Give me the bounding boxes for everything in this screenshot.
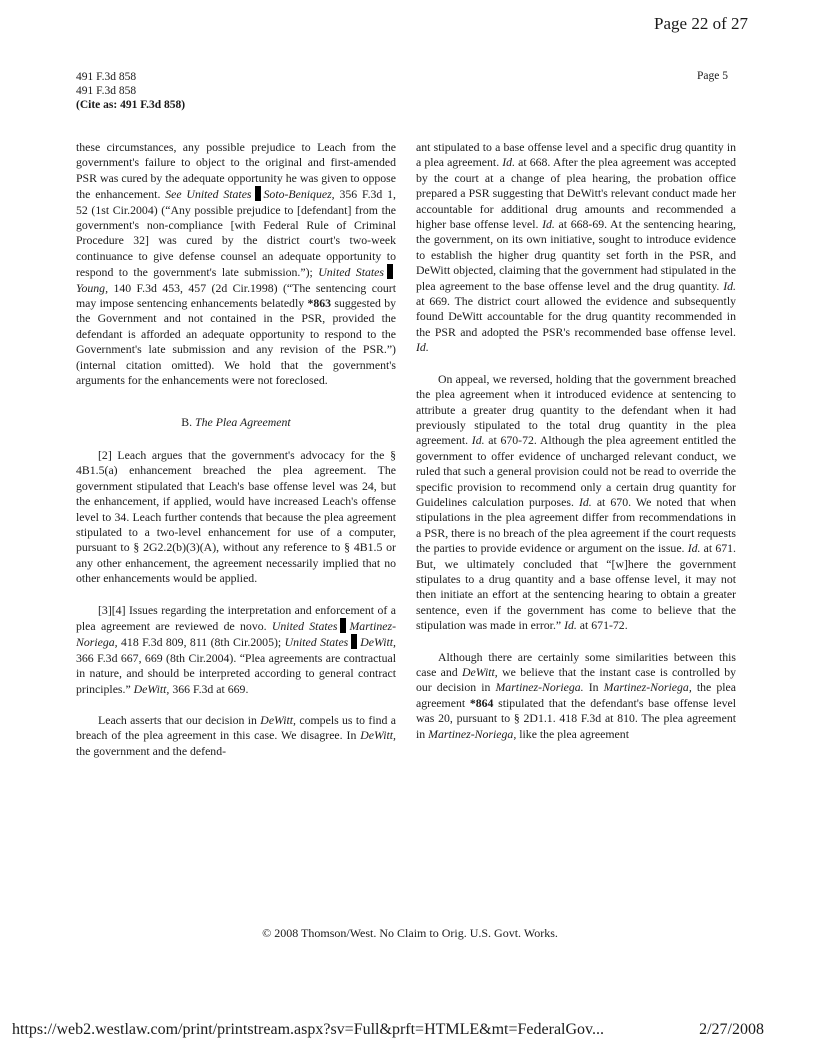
citation-link[interactable]: Young, [76,280,109,295]
left-column [76,140,396,775]
citation-link[interactable]: DeWitt, [360,728,396,743]
citation-link[interactable]: Id. [578,494,592,509]
citation-link[interactable]: Martinez-Noriega, [603,680,692,695]
citation-link[interactable]: Id. [723,278,736,293]
citation-link[interactable]: See United States [165,187,252,202]
citation-line: 491 F.3d 858 [76,71,137,83]
paragraph: Although there are certainly some similarities between this case and DeWitt, we believe that the instant case is controlled by our decision in Martinez-Noriega. In Martinez-Noriega, the plea agreement *864 stipulated that the defendant's base offense level was 20, pursuant to § 2D1.1. 418 F.3d at 810. The plea agreement in Martinez-Noriega, like the plea agreement [416,649,737,741]
citation-link[interactable]: Id. [471,433,485,448]
citation-link[interactable]: Martinez-Noriega, [76,618,396,650]
cite-as-line: (Cite as: 491 F.3d 858) [76,99,186,111]
citation-link[interactable]: Martinez-Noriega. [495,680,584,695]
citation-link[interactable]: United States [318,265,384,280]
copyright-notice: © 2008 Thomson/West. No Claim to Orig. U.S. Govt. Works. [262,926,558,940]
right-column [416,140,736,775]
citation-link[interactable]: Id. [542,217,555,232]
redaction-mark [340,618,346,633]
redaction-mark [387,264,393,279]
page-label: Page 5 [697,70,728,82]
citation-line: 491 F.3d 858 [76,85,137,97]
paragraph: these circumstances, any possible prejudice to Leach from the government's failure to object to the original and first-amended PSR was cured by the adequate opportunity he was given to oppose the enhancement. See United States Soto-Beniquez, 356 F.3d 1, 52 (1st Cir.2004) (“Any possible prejudice to [defendant] from the government's non-compliance [with Federal Rule of Criminal Procedure 32] was cured by the district court's two-week continuance to give defense counsel an adequate opportunity to respond to the government's late submission.”); United StatesYoung, 140 F.3d 453, 457 (2d Cir.1998) (“The sentencing court may impose sentencing enhancements belatedly *863 suggested by the Government and not contained in the PSR, provided the defendant is afforded an adequate opportunity to respond to the Government's late submission and any revision of the PSR.”) (internal citation omitted). We hold that the government's arguments for the enhancements were not foreclosed. [76,140,396,388]
citation-link[interactable]: DeWitt, [133,681,170,696]
paragraph: On appeal, we reversed, holding that the government breached the plea agreement when it introduced evidence at sentencing to attribute a greater drug quantity to the defendant when it had previously stipulated to the total drug quantity in the plea agreement. Id. at 670-72. Although the plea agreement entitled the government to offer evidence of uncharged relevant conduct, we ruled that such a general provision could not be read to override the specific provision to recommend only a certain drug quantity for Guidelines calculation purposes. Id. at 670. We noted that when stipulations in the plea agreement differ from recommendations in a PSR, there is no breach of the plea agreement if the court requests the parties to provide evidence or argument on the issue. Id. at 671. But, we ultimately concluded that “[w]here the government stipulates to a drug quantity and a base offense level, it may not then initiate an effort at the sentencing hearing to obtain a greater sentence, even if the government has come to believe that the stipulation was made in error.” Id. at 671-72. [416,371,736,633]
citation-link[interactable]: Martinez-Noriega, [428,726,517,741]
print-date: 2/27/2008 [699,1021,764,1038]
paragraph: ant stipulated to a base offense level and a specific drug quantity in a plea agreement. Id. at 668. After the plea agreement was accepted by the court at a change of plea hearing, the probation office prepared a PSR suggesting that DeWitt's relevant conduct made her accountable for additional drug amounts and recommended a higher base offense level. Id. at 668-69. At the sentencing hearing, the government, on its own initiative, sought to introduce evidence to establish the higher drug quantity set forth in the PSR, and DeWitt objected, claiming that the government had stipulated in the plea agreement to the base offense level and the drug quantity. Id. at 669. The district court allowed the evidence and subsequently found DeWitt accountable for the drug quantity recommended in the PSR and adopted the PSR's recommended base offense level. Id. [416,140,736,355]
section-heading: B. The Plea Agreement [181,414,291,429]
citation-link[interactable]: United States [284,635,349,650]
star-page-marker: *864 [469,695,494,710]
citation-link[interactable]: DeWitt, [462,665,498,679]
star-page-marker: *863 [307,296,332,311]
citation-link[interactable]: DeWitt, [360,635,396,650]
citation-link[interactable]: Id. [502,155,516,170]
print-url: https://web2.westlaw.com/print/printstream.aspx?sv=Full&prft=HTMLE&mt=FederalGov... [12,1021,605,1038]
citation-link[interactable]: Id. [687,541,701,556]
paragraph: [3][4] Issues regarding the interpretation and enforcement of a plea agreement are reviewed de novo. United States Martinez-Noriega, 418 F.3d 809, 811 (8th Cir.2005); United States DeWitt, 366 F.3d 667, 669 (8th Cir.2004). “Plea agreements are contractual in nature, and should be interpreted according to general contract principles.” DeWitt, 366 F.3d at 669. [76,602,396,696]
citation-block [76,70,185,112]
citation-link[interactable]: Id. [564,618,577,633]
citation-link[interactable]: Id. [416,340,429,355]
redaction-mark [351,634,357,649]
opinion-body [76,140,736,775]
page-counter: Page 22 of 27 [654,14,748,33]
citation-link[interactable]: United States [271,618,338,633]
redaction-mark [255,186,261,201]
paragraph: Leach asserts that our decision in DeWitt, compels us to find a breach of the plea agreement in this case. We disagree. In DeWitt, the government and the defend- [76,713,396,758]
paragraph: [2] Leach argues that the government's advocacy for the § 4B1.5(a) enhancement breached the plea agreement. The government stipulated that Leach's base offense level was 24, but the enhancement, if applied, would have increased Leach's offense level to 34. Leach further contends that because the plea agreement stipulated to a two-level enhancement for use of a computer, pursuant to § 2G2.2(b)(3)(A), without any reference to § 4B1.5 or any other enhancement, the agreement necessarily implied that no other enhancements would be applied. [76,447,396,586]
citation-link[interactable]: DeWitt, [260,713,297,727]
citation-link[interactable]: Soto-Beniquez, [263,187,335,202]
